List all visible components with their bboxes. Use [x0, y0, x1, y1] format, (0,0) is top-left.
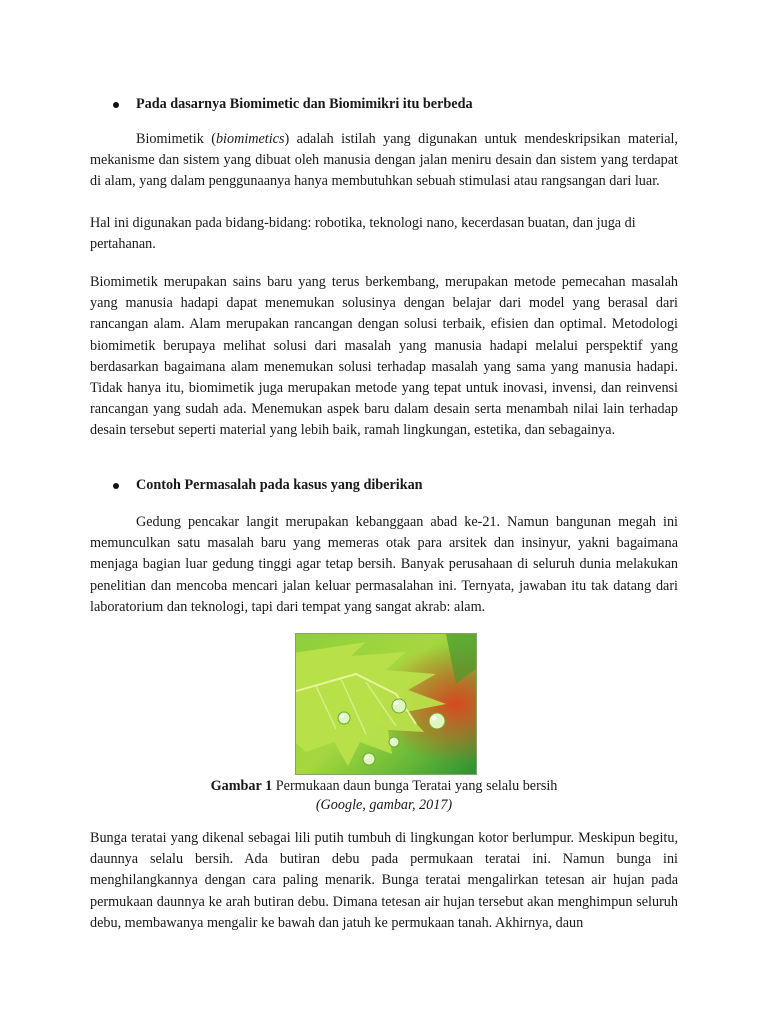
figure-source — [90, 796, 678, 815]
lotus-leaf-photo — [295, 633, 477, 775]
leaf-illustration — [296, 634, 476, 774]
figure-caption — [90, 777, 678, 796]
paragraph-lotus: Bunga teratai yang dikenal sebagai lili putih tumbuh di lingkungan kotor berlumpur. Meskipun begitu, daunnya selalu bersih. Ada butiran debu pada permukaan teratai ini. Namun bunga ini menghilangkannya dengan cara paling menarik. Bunga teratai mengalirkan tetesan air hujan pada permukaan daunnya ke arah butiran debu. Dimana tetesan air hujan tersebut akan menghimpun seluruh debu, membawanya mengalir ke bawah dan jatuh ke permukaan tanah. Akhirnya, daun — [90, 830, 678, 931]
section-heading-text: Contoh Permasalah pada kasus yang diberikan — [136, 477, 423, 493]
term-biomimetics-italic: biomimetics — [215, 131, 285, 147]
section-heading-text: Pada dasarnya Biomimetic dan Biomimikri itu berbeda — [136, 96, 473, 112]
paragraph-biomimetik-science: Biomimetik merupakan sains baru yang terus berkembang, merupakan metode pemecahan masalah yang manusia hadapi dapat menemukan solusinya dengan belajar dari model yang berasal dari rancangan alam. Alam merupakan rancangan dengan solusi terbaik, efisien dan optimal. Metodologi biomimetik berupaya melihat solusi dari masalah yang manusia hadapi melalui perspektif yang berdasarkan bagaimana alam menemukan solusi terhadap masalah yang sama yang manusia hadapi. Tidak hanya itu, biomimetik juga merupakan metode yang tepat untuk inovasi, invensi, dan reinvensi rancangan yang sudah ada. Menemukan aspek baru dalam desain serta menambah nilai lain terhadap desain tersebut seperti material yang lebih baik, ramah lingkungan, estetika, dan sebagainya. — [90, 274, 678, 439]
figure-caption-text: Permukaan daun bunga Teratai yang selalu bersih — [275, 778, 558, 794]
definition-text: adalah istilah yang digunakan untuk mendeskripsikan material, mekanisme dan sistem yang dibuat oleh manusia dengan jalan meniru desain dan sistem yang terdapat di alam, yang dalam penggunaanya hanya membutuhkan sebuah stimulasi atau rangsangan dari luar. — [90, 131, 678, 190]
paragraph-applications: Hal ini digunakan pada bidang-bidang: robotika, teknologi nano, kecerdasan buatan, dan juga di pertahanan. — [90, 215, 636, 253]
paragraph-skyscraper: Gedung pencakar langit merupakan kebanggaan abad ke-21. Namun bangunan megah ini memunculkan satu masalah baru yang memeras otak para arsitek dan insinyur, yakni bagaimana menjaga bagian luar gedung tinggi agar tetap bersih. Banyak perusahaan di seluruh dunia melakukan penelitian dan mencoba mencari jalan keluar permasalahan ini. Ternyata, jawaban itu tak datang dari laboratorium dan teknologi, tapi dari tempat yang sangat akrab: alam. — [90, 514, 678, 615]
figure-label: Gambar 1 — [210, 778, 273, 794]
bullet-dot — [113, 483, 119, 489]
term-biomimetik: Biomimetik — [136, 131, 204, 147]
figure-source-text: (Google, gambar, 2017) — [315, 797, 453, 813]
bullet-dot — [113, 102, 119, 108]
paragraph-biomimetik-definition: Biomimetik (biomimetics) adalah istilah yang digunakan untuk mendeskripsikan material, mekanisme dan sistem yang dibuat oleh manusia dengan jalan meniru desain dan sistem yang terdapat di alam, yang dalam penggunaanya hanya membutuhkan sebuah stimulasi atau rangsangan dari luar. — [90, 131, 678, 190]
